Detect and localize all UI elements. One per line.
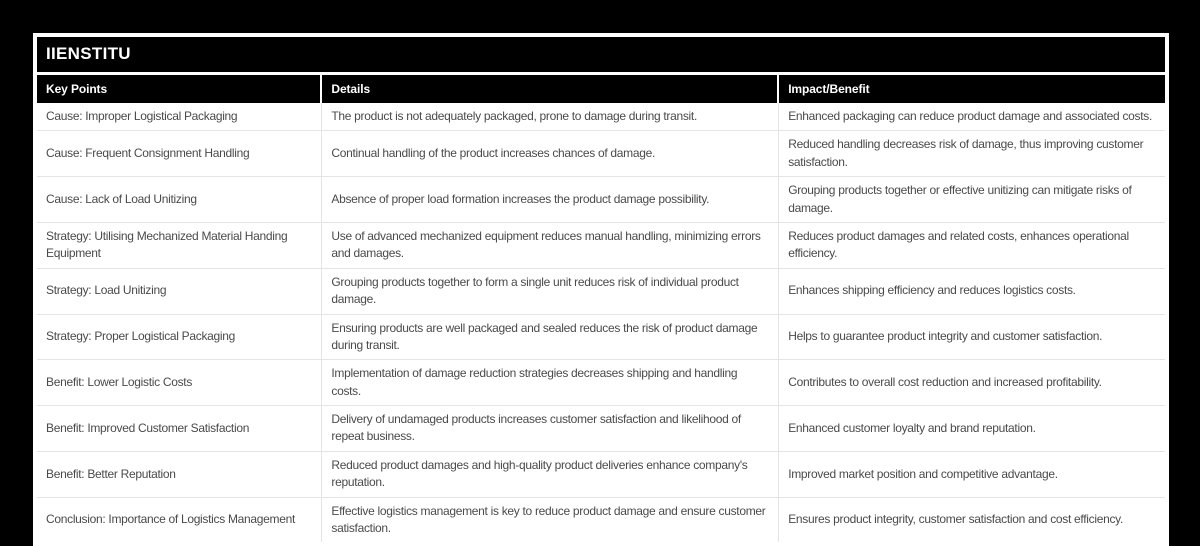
cell-key-point: Benefit: Better Reputation xyxy=(37,452,322,498)
cell-details: Ensuring products are well packaged and sealed reduces the risk of product damage during transit. xyxy=(322,315,779,361)
cell-impact-benefit: Ensures product integrity, customer satisfaction and cost efficiency. xyxy=(788,512,1124,527)
cell-key-point: Cause: Lack of Load Unitizing xyxy=(37,177,322,223)
table-row xyxy=(37,223,1165,269)
cell-impact-benefit: Enhances shipping efficiency and reduces logistics costs. xyxy=(779,269,1165,315)
cell-details: Delivery of undamaged products increases customer satisfaction and likelihood of repeat business. xyxy=(322,406,779,452)
cell-key-point: Benefit: Improved Customer Satisfaction xyxy=(37,406,322,452)
table-row xyxy=(37,269,1165,315)
cell-details: Use of advanced mechanized equipment reduces manual handling, minimizing errors and damages. xyxy=(322,223,779,269)
table-row xyxy=(37,177,1165,223)
cell-key-point: Strategy: Utilising Mechanized Material Handing Equipment xyxy=(37,223,322,269)
cell-impact-benefit: Improved market position and competitive advantage. xyxy=(779,452,1165,498)
cell-impact-benefit: Grouping products together or effective unitizing can mitigate risks of damage. xyxy=(779,177,1165,223)
column-header-impact-benefit: Impact/Benefit xyxy=(779,75,1165,103)
table-header xyxy=(37,75,1165,103)
brand-title: IIENSTITU xyxy=(37,37,1165,72)
table-body xyxy=(37,103,1165,542)
cell-key-point: Cause: Improper Logistical Packaging xyxy=(37,103,322,131)
cell-impact-benefit: Enhanced customer loyalty and brand reputation. xyxy=(779,406,1165,452)
cell-key-point: Conclusion: Importance of Logistics Management xyxy=(37,498,322,543)
cell-details: Implementation of damage reduction strategies decreases shipping and handling costs. xyxy=(322,360,779,406)
table-row xyxy=(37,452,1165,498)
column-header-details: Details xyxy=(322,75,779,103)
table-row xyxy=(37,103,1165,131)
cell-details: Reduced product damages and high-quality product deliveries enhance company's reputation. xyxy=(322,452,779,498)
cell-details: Continual handling of the product increases chances of damage. xyxy=(322,131,779,177)
cell-key-point: Strategy: Proper Logistical Packaging xyxy=(37,315,322,361)
cell-impact-benefit: Contributes to overall cost reduction and increased profitability. xyxy=(779,360,1165,406)
cell-key-point: Benefit: Lower Logistic Costs xyxy=(37,360,322,406)
cell-details: Absence of proper load formation increases the product damage possibility. xyxy=(322,177,779,223)
table-header-row xyxy=(37,75,1165,103)
column-header-key-points: Key Points xyxy=(37,75,322,103)
table-row xyxy=(37,315,1165,361)
content-card xyxy=(33,33,1169,546)
cell-impact-benefit: Reduced handling decreases risk of damage, thus improving customer satisfaction. xyxy=(779,131,1165,177)
cell-key-point: Cause: Frequent Consignment Handling xyxy=(37,131,322,177)
key-points-table xyxy=(37,75,1165,542)
cell-details: Grouping products together to form a single unit reduces risk of individual product damage. xyxy=(322,269,779,315)
cell-details: Effective logistics management is key to reduce product damage and ensure customer satisfaction. xyxy=(322,498,779,543)
table-row xyxy=(37,406,1165,452)
table-row xyxy=(37,360,1165,406)
cell-impact-benefit: Enhanced packaging can reduce product damage and associated costs. xyxy=(779,103,1165,131)
cell-impact-benefit: Helps to guarantee product integrity and customer satisfaction. xyxy=(779,315,1165,361)
cell-key-point: Strategy: Load Unitizing xyxy=(37,269,322,315)
cell-impact-benefit: Reduces product damages and related costs, enhances operational efficiency. xyxy=(779,223,1165,269)
table-row xyxy=(37,131,1165,177)
cell-details: The product is not adequately packaged, prone to damage during transit. xyxy=(322,103,779,131)
